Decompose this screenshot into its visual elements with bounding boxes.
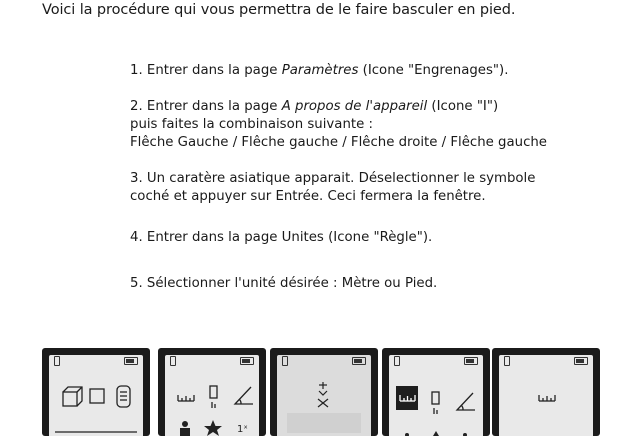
device-screenshots-strip — [42, 348, 600, 436]
step-2-line-2: puis faites la combinaison suivante : — [130, 117, 373, 132]
step-3-line-2: coché et appuyer sur Entrée. Ceci fermera la fenêtre. — [130, 189, 486, 204]
device-screen — [389, 355, 483, 436]
person-icon — [180, 421, 190, 436]
step-3 — [130, 170, 535, 206]
cube-icon — [63, 387, 82, 406]
device-screenshot-4 — [382, 348, 490, 436]
step-2-page-name: A propos de l'appareil — [281, 99, 428, 114]
step-4 — [130, 229, 432, 247]
step-1-page-name: Paramètres — [281, 63, 359, 78]
device-screenshot-5 — [492, 348, 600, 436]
device-screen — [49, 355, 143, 436]
star-icon — [204, 420, 222, 436]
step-5-text: 5. Sélectionner l'unité désirée : Mètre ou Pied. — [130, 276, 438, 291]
angle-icon — [235, 387, 253, 404]
angle-icon — [457, 393, 475, 410]
device-screenshot-3 — [270, 348, 378, 436]
step-4-text: 4. Entrer dans la page Unites (Icone "Règle"). — [130, 230, 433, 245]
step-1 — [130, 62, 508, 80]
device-screen — [277, 355, 371, 436]
square-icon — [90, 389, 104, 403]
multiply-icon: 1ˣ — [237, 424, 248, 435]
step-1-text-b: (Icone "Engrenages"). — [358, 63, 509, 78]
distance-icon — [210, 386, 217, 408]
ruler-icon — [178, 395, 194, 401]
device-screenshot-2 — [158, 348, 266, 436]
intro-text: Voici la procédure qui vous permettra de le faire basculer en pied. — [42, 2, 516, 18]
asian-character-icon — [318, 382, 328, 407]
device-screenshot-1 — [42, 348, 150, 436]
device-screen — [165, 355, 259, 436]
list-icon — [117, 386, 130, 407]
ruler-icon — [539, 395, 555, 401]
step-5 — [130, 275, 437, 293]
step-2-line-3: Flêche Gauche / Flêche gauche / Flêche droite / Flêche gauche — [130, 135, 547, 150]
step-3-line-1: 3. Un caratère asiatique apparait. Déselectionner le symbole — [130, 171, 536, 186]
step-2-text-a: 2. Entrer dans la page — [130, 99, 282, 114]
device-screen — [499, 355, 593, 436]
step-2-text-b: (Icone "I") — [427, 99, 499, 114]
bottom-icons-partial — [405, 431, 467, 436]
distance-icon — [432, 392, 439, 414]
background-texture — [287, 413, 361, 433]
step-1-text-a: 1. Entrer dans la page — [130, 63, 282, 78]
step-2 — [130, 98, 547, 152]
